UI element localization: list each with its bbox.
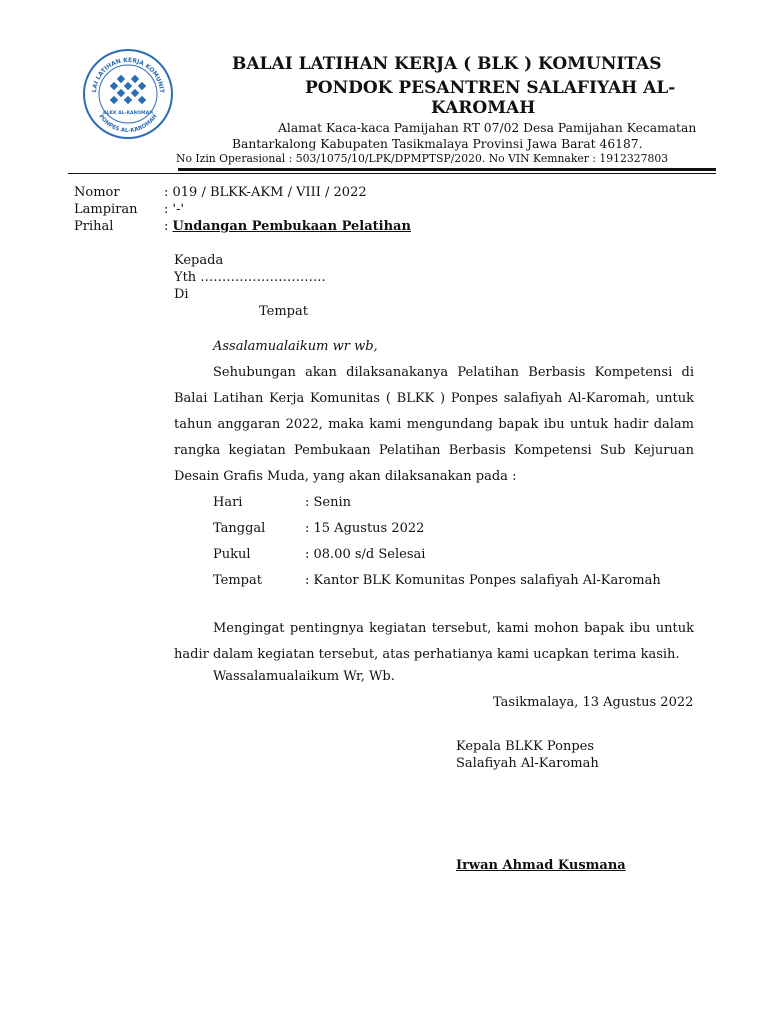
logo-mark-icon <box>110 75 146 104</box>
meta-value-prihal: Undangan Pembukaan Pelatihan <box>172 219 411 234</box>
meta-label-prihal: Prihal <box>74 219 114 234</box>
header-address-line-2: Bantarkalong Kabupaten Tasikmalaya Provinsi Jawa Barat 46187. <box>232 137 643 151</box>
signature-title <box>456 738 599 772</box>
recipient-di: Di <box>174 287 189 302</box>
detail-row-tanggal <box>213 516 661 542</box>
header-title-line-3: KAROMAH <box>431 98 536 118</box>
recipient-tempat: Tempat <box>259 304 308 319</box>
meta-row-prihal <box>74 218 411 235</box>
meta-value-lampiran: : '-' <box>164 202 185 217</box>
signature-title-line-2: Salafiyah Al-Karomah <box>456 756 599 771</box>
detail-label: Pukul <box>213 547 251 562</box>
detail-value: : Kantor BLK Komunitas Ponpes salafiyah Al-Karomah <box>305 573 661 588</box>
logo-text-bottom: PONPES AL-KAROMAH <box>97 113 159 135</box>
letter-closing-paragraph: Mengingat pentingnya kegiatan tersebut, kami mohon bapak ibu untuk hadir dalam kegiatan tersebut, atas perhatianya kami ucapkan terima kasih. <box>174 621 694 662</box>
meta-row-nomor <box>74 184 411 201</box>
signature-title-line-1: Kepala BLKK Ponpes <box>456 739 595 754</box>
meta-row-lampiran <box>74 201 411 218</box>
letter-body-paragraph: Sehubungan akan dilaksanakanya Pelatihan Berbasis Kompetensi di Balai Latihan Kerja Komunitas ( BLKK ) Ponpes salafiyah Al-Karomah, untuk tahun anggaran 2022, maka kami mengundang bapak ibu untuk hadir dalam rangka kegiatan Pembukaan Pelatihan Berbasis Kompetensi Sub Kejuruan Desain Grafis Muda, yang akan dilaksanakan pada : <box>174 365 694 484</box>
recipient-yth: Yth ……………………….. <box>174 270 326 285</box>
recipient-kepada: Kepada <box>174 253 224 268</box>
detail-row-hari <box>213 490 661 516</box>
detail-value: : Senin <box>305 495 352 510</box>
signature-date-place: Tasikmalaya, 13 Agustus 2022 <box>493 695 694 710</box>
detail-value: : 08.00 s/d Selesai <box>305 547 426 562</box>
logo <box>82 48 174 140</box>
letter-farewell: Wassalamualaikum Wr, Wb. <box>213 669 395 684</box>
header-title-line-2: PONDOK PESANTREN SALAFIYAH AL- <box>305 78 676 98</box>
detail-label: Tempat <box>213 573 262 588</box>
logo-emblem-icon <box>82 48 174 140</box>
detail-row-tempat <box>213 568 661 594</box>
meta-value-nomor: : 019 / BLKK-AKM / VIII / 2022 <box>164 185 367 200</box>
header-permit-line: No Izin Operasional : 503/1075/10/LPK/DPMPTSP/2020. No VIN Kemnaker : 1912327803 <box>176 152 669 165</box>
detail-label: Hari <box>213 495 243 510</box>
recipient-block <box>174 252 326 303</box>
header-divider-thin <box>68 173 716 174</box>
event-details <box>213 490 661 594</box>
header-title-line-1: BALAI LATIHAN KERJA ( BLK ) KOMUNITAS <box>232 54 662 74</box>
letter-meta <box>74 184 411 235</box>
svg-text:BALAI LATIHAN KERJA KOMUNITAS <box>82 48 165 94</box>
meta-colon-prihal: : <box>164 219 173 234</box>
header-divider-thick <box>178 168 716 171</box>
detail-value: : 15 Agustus 2022 <box>305 521 425 536</box>
svg-text:PONPES AL-KAROMAH <box>97 113 158 134</box>
meta-label-lampiran: Lampiran <box>74 202 138 217</box>
detail-row-pukul <box>213 542 661 568</box>
meta-label-nomor: Nomor <box>74 185 120 200</box>
logo-text-top: LAI LATIHAN KERJA KOMUNIT <box>91 56 166 93</box>
letter-greeting: Assalamualaikum wr wb, <box>213 339 378 354</box>
signature-name: Irwan Ahmad Kusmana <box>456 858 626 873</box>
detail-label: Tanggal <box>213 521 266 536</box>
logo-text-center: BLKK AL-KAROMAH <box>102 111 154 116</box>
header-address-line-1: Alamat Kaca-kaca Pamijahan RT 07/02 Desa Pamijahan Kecamatan <box>278 121 697 135</box>
